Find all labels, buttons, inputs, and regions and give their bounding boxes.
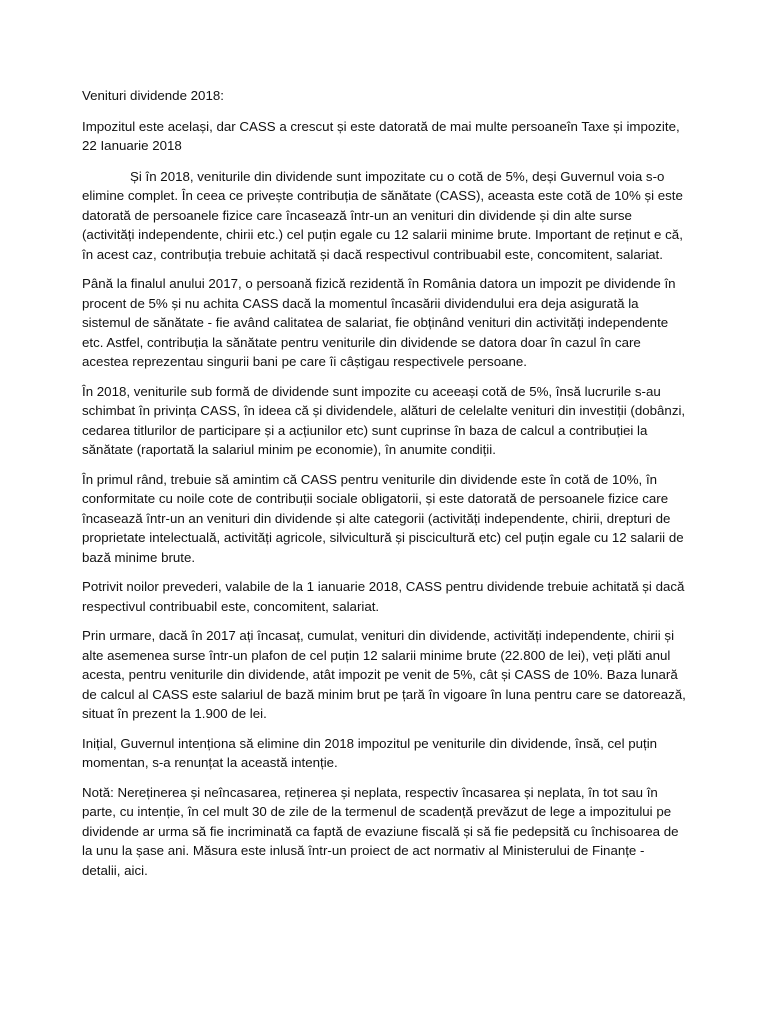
document-subtitle: Impozitul este același, dar CASS a crescut și este datorată de mai multe persoaneîn Taxe și impozite, 22 Ianuarie 2018 xyxy=(82,118,680,153)
paragraph-6: Prin urmare, dacă în 2017 ați încasaț, cumulat, venituri din dividende, activități independente, chirii și alte asemenea surse într-un plafon de cel puțin 12 salarii minime brute (22.800 de lei), veți plăti anul acesta, pentru veniturile din dividende, atât impozit pe venit de 5%, cât și CASS de 10%. Baza lunară de calcul al CASS este salariul de bază minim brut pe țară în vigoare în luna pentru care se datorează, situat în prezent la 1.900 de lei. xyxy=(82,628,686,721)
paragraph-2: Până la finalul anului 2017, o persoană fizică rezidentă în România datora un impozit pe dividende în procent de 5% și nu achita CASS dacă la momentul încasării dividendului era deja asigurată la sistemul de sănătate - fie având calitatea de salariat, fie obținând venituri din activități independente etc. Astfel, contribuția la sănătate pentru veniturile din dividende se datora doar în cazul în care acestea reprezentau singurii bani pe care îi câștigau respectivele persoane. xyxy=(82,276,676,369)
paragraph-8-note: Notă: Nereținerea și neîncasarea, reținerea și neplata, respectiv încasarea și neplata, în tot sau în parte, cu intenție, în cel mult 30 de zile de la termenul de scadență prevăzut de lege a impozitului pe dividende ar urma să fie incriminată ca faptă de evaziune fiscală și să fie pedepsită cu închisoarea de la unu la șase ani. Măsura este inlusă într-un proiect de act normativ al Ministerului de Finanțe - detalii, aici. xyxy=(82,784,679,878)
paragraph-7: Inițial, Guvernul intenționa să elimine din 2018 impozitul pe veniturile din dividende, însă, cel puțin momentan, s-a renunțat la această intenție. xyxy=(82,735,658,770)
paragraph-3: În 2018, veniturile sub formă de dividende sunt impozite cu aceeași cotă de 5%, însă lucrurile s-au schimbat în privința CASS, în ideea că și dividendele, alături de celelalte venituri din investiții (dobânzi, cedarea titlurilor de participare și a acțiunilor etc) sunt cuprinse în baza de calcul a contribuției la sănătate (raportată la salariul minim pe economie), în anumite condiții. xyxy=(82,383,686,457)
paragraph-5: Potrivit noilor prevederi, valabile de la 1 ianuarie 2018, CASS pentru dividende trebuie achitată și dacă respectivul contribuabil este, concomitent, salariat. xyxy=(82,579,685,614)
paragraph-4: În primul rând, trebuie să amintim că CASS pentru veniturile din dividende este în cotă de 10%, în conformitate cu noile cote de contribuții sociale obligatorii, și este datorată de persoanele fizice care încasează într-un an venituri din dividende și alte categorii (activități independente, chirii, drepturi de proprietate intelectuală, activități agricole, silvicultură și piscicultură etc) cel puțin egale cu 12 salarii de bază minime brute. xyxy=(82,471,684,565)
paragraph-1: Și în 2018, veniturile din dividende sunt impozitate cu o cotă de 5%, deși Guvernul voia s-o elimine complet. În ceea ce privește contribuția de sănătate (CASS), aceasta este cotă de 10% și este datorată de persoanele fizice care încasează într-un an venituri din dividende și din alte surse (activități independente, chirii etc.) cel puțin egale cu 12 salarii minime brute. Important de reținut e că, în acest caz, contribuția trebuie achitată și dacă respectivul contribuabil este, concomitent, salariat. xyxy=(82,168,683,262)
document-title: Venituri dividende 2018: xyxy=(82,88,224,103)
document-page xyxy=(82,86,686,890)
